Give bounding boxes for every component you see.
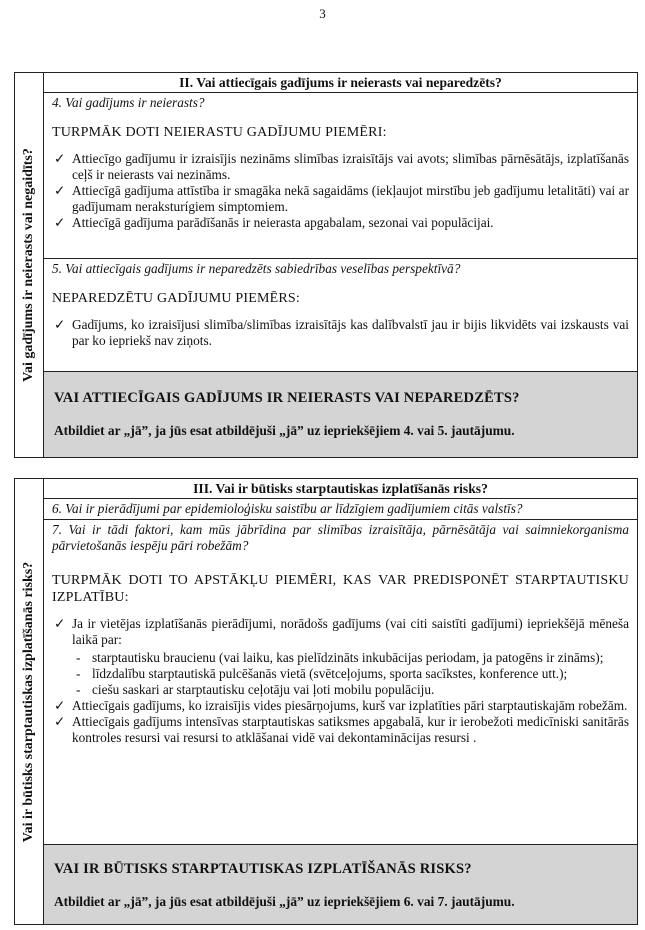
side-label: Vai gadījums ir neierasts vai negaidīts? (21, 148, 36, 382)
summary-instruction: Atbildiet ar „jā”, ja jūs esat atbildējuši „jā” uz iepriekšējiem 4. vai 5. jautājumu. (54, 423, 515, 438)
question-5: 5. Vai attiecīgais gadījums ir neparedzēts sabiedrības veselības perspektīvā? (52, 261, 461, 276)
summary-question: VAI ATTIECĪGAIS GADĪJUMS IR NEIERASTS VAI NEPAREDZĒTS? (54, 390, 520, 406)
question-5-block (44, 259, 637, 351)
section-content (44, 73, 637, 457)
section-unusual-or-unexpected (14, 72, 638, 458)
check-icon: ✓ (54, 616, 66, 631)
dash-icon: - (76, 650, 81, 665)
section-header: III. Vai ir būtisks starptautiskas izplatīšanās risks? (44, 479, 637, 499)
unexpected-examples-list (52, 317, 629, 349)
list-item: ✓ Attiecīgais gadījums intensīvas starptautiskas satiksmes apgabalā, kur ir ierobežoti medicīniski sanitārās kontroles resursi vai resursi to atklāšanai vidē vai dekontaminācijas resursi . (54, 714, 629, 745)
question-7: 7. Vai ir tādi faktori, kam mūs jābrīdina par slimības izraisītāja, pārnēsātāja vai saimniekorganisma pārvietošanās iespēju pāri robežām? (52, 522, 629, 553)
section-content (44, 479, 637, 924)
check-icon: ✓ (54, 317, 66, 332)
section-header: II. Vai attiecīgais gadījums ir neierasts vai neparedzēts? (44, 73, 637, 93)
summary-instruction: Atbildiet ar „jā”, ja jūs esat atbildējuši „jā” uz iepriekšējiem 6. vai 7. jautājumu. (54, 894, 515, 909)
unexpected-examples-title: NEPAREDZĒTU GADĪJUMU PIEMĒRS: (52, 291, 300, 306)
sub-list-item: - starptautisku braucienu (vai laiku, kas pielīdzināts inkubācijas periodam, ja patogēns ir zināms); (76, 650, 604, 665)
question-6: 6. Vai ir pierādījumi par epidemioloģisku saistību ar līdzīgiem gadījumiem citās valstīs? (44, 499, 637, 520)
circumstances-list (52, 616, 629, 746)
list-item: ✓ Attiecīgā gadījuma attīstība ir smagāka nekā sagaidāms (iekļaujot mirstību jeb gadījumu letalitāti) vai ar gadījumam neraksturígiem simptomiem. (54, 183, 629, 214)
page-number: 3 (319, 6, 326, 21)
summary-box (44, 371, 637, 457)
examples-title: TURPMĀK DOTI NEIERASTU GADĪJUMU PIEMĒRI: (52, 125, 387, 140)
list-item: ✓ Gadījums, ko izraisījusi slimība/slimības izraisītājs kas dalībvalstī jau ir bijis likvidēts vai izskausts vai par ko iepriekš nav ziņots. (54, 317, 629, 348)
examples-title: TURPMĀK DOTI TO APSTĀKĻU PIEMĒRI, KAS VAR PREDISPONĒT STARPTAUTISKU IZPLATĪBU: (52, 573, 629, 605)
side-label-column (15, 73, 44, 457)
question-4: 4. Vai gadījums ir neierasts? (52, 95, 205, 110)
check-icon: ✓ (54, 183, 66, 198)
summary-box (44, 844, 637, 924)
check-icon: ✓ (54, 215, 66, 230)
list-item: ✓ Ja ir vietējas izplatīšanās pierādījumi, norādošs gadījums (vai citi saistīti gadījumi) iepriekšējā mēneša laikā par: - starptautisku braucienu (vai laiku, kas pielīdzināts inkubācijas periodam, ja patogēns ir zināms); - līdzdalību starptautiskā pulcēšanās vietā (svētceļojums, sporta sacīkstes, konference utt.); - ciešu saskari ar starptautisku ceļotāju vai ļoti mobilu populāciju. (54, 616, 629, 697)
check-icon: ✓ (54, 714, 66, 729)
list-item: ✓ Attiecīgā gadījuma parādīšanās ir neierasta apgabalam, sezonai vai populācijai. (54, 215, 494, 230)
list-item: ✓ Attiecīgais gadījums, ko izraisījis vides piesārņojums, kurš var izplatīties pāri starptautiskajām robežām. (54, 698, 628, 713)
section-international-spread-risk (14, 478, 638, 925)
side-label: Vai ir būtisks starptautiskas izplatīšanās risks? (21, 561, 36, 842)
summary-question: VAI IR BŪTISKS STARPTAUTISKAS IZPLATĪŠANĀS RISKS? (54, 861, 472, 877)
sub-list-item: - ciešu saskari ar starptautisku ceļotāju vai ļoti mobilu populāciju. (76, 682, 435, 697)
sub-list (72, 650, 629, 698)
side-label-column (15, 479, 44, 924)
list-item: ✓ Attiecīgo gadījumu ir izraisījis nezināms slimības izraisītājs vai avots; slimības pārnēsātājs, izplatīšanās ceļš ir neierasts vai nezināms. (54, 151, 629, 182)
dash-icon: - (76, 682, 81, 697)
question-4-block (44, 93, 637, 259)
check-icon: ✓ (54, 151, 66, 166)
sub-list-item: - līdzdalību starptautiskā pulcēšanās vietā (svētceļojums, sporta sacīkstes, konference utt.); (76, 666, 568, 681)
check-icon: ✓ (54, 698, 66, 713)
examples-list (52, 151, 629, 231)
dash-icon: - (76, 666, 81, 681)
question-7-block (44, 520, 637, 748)
